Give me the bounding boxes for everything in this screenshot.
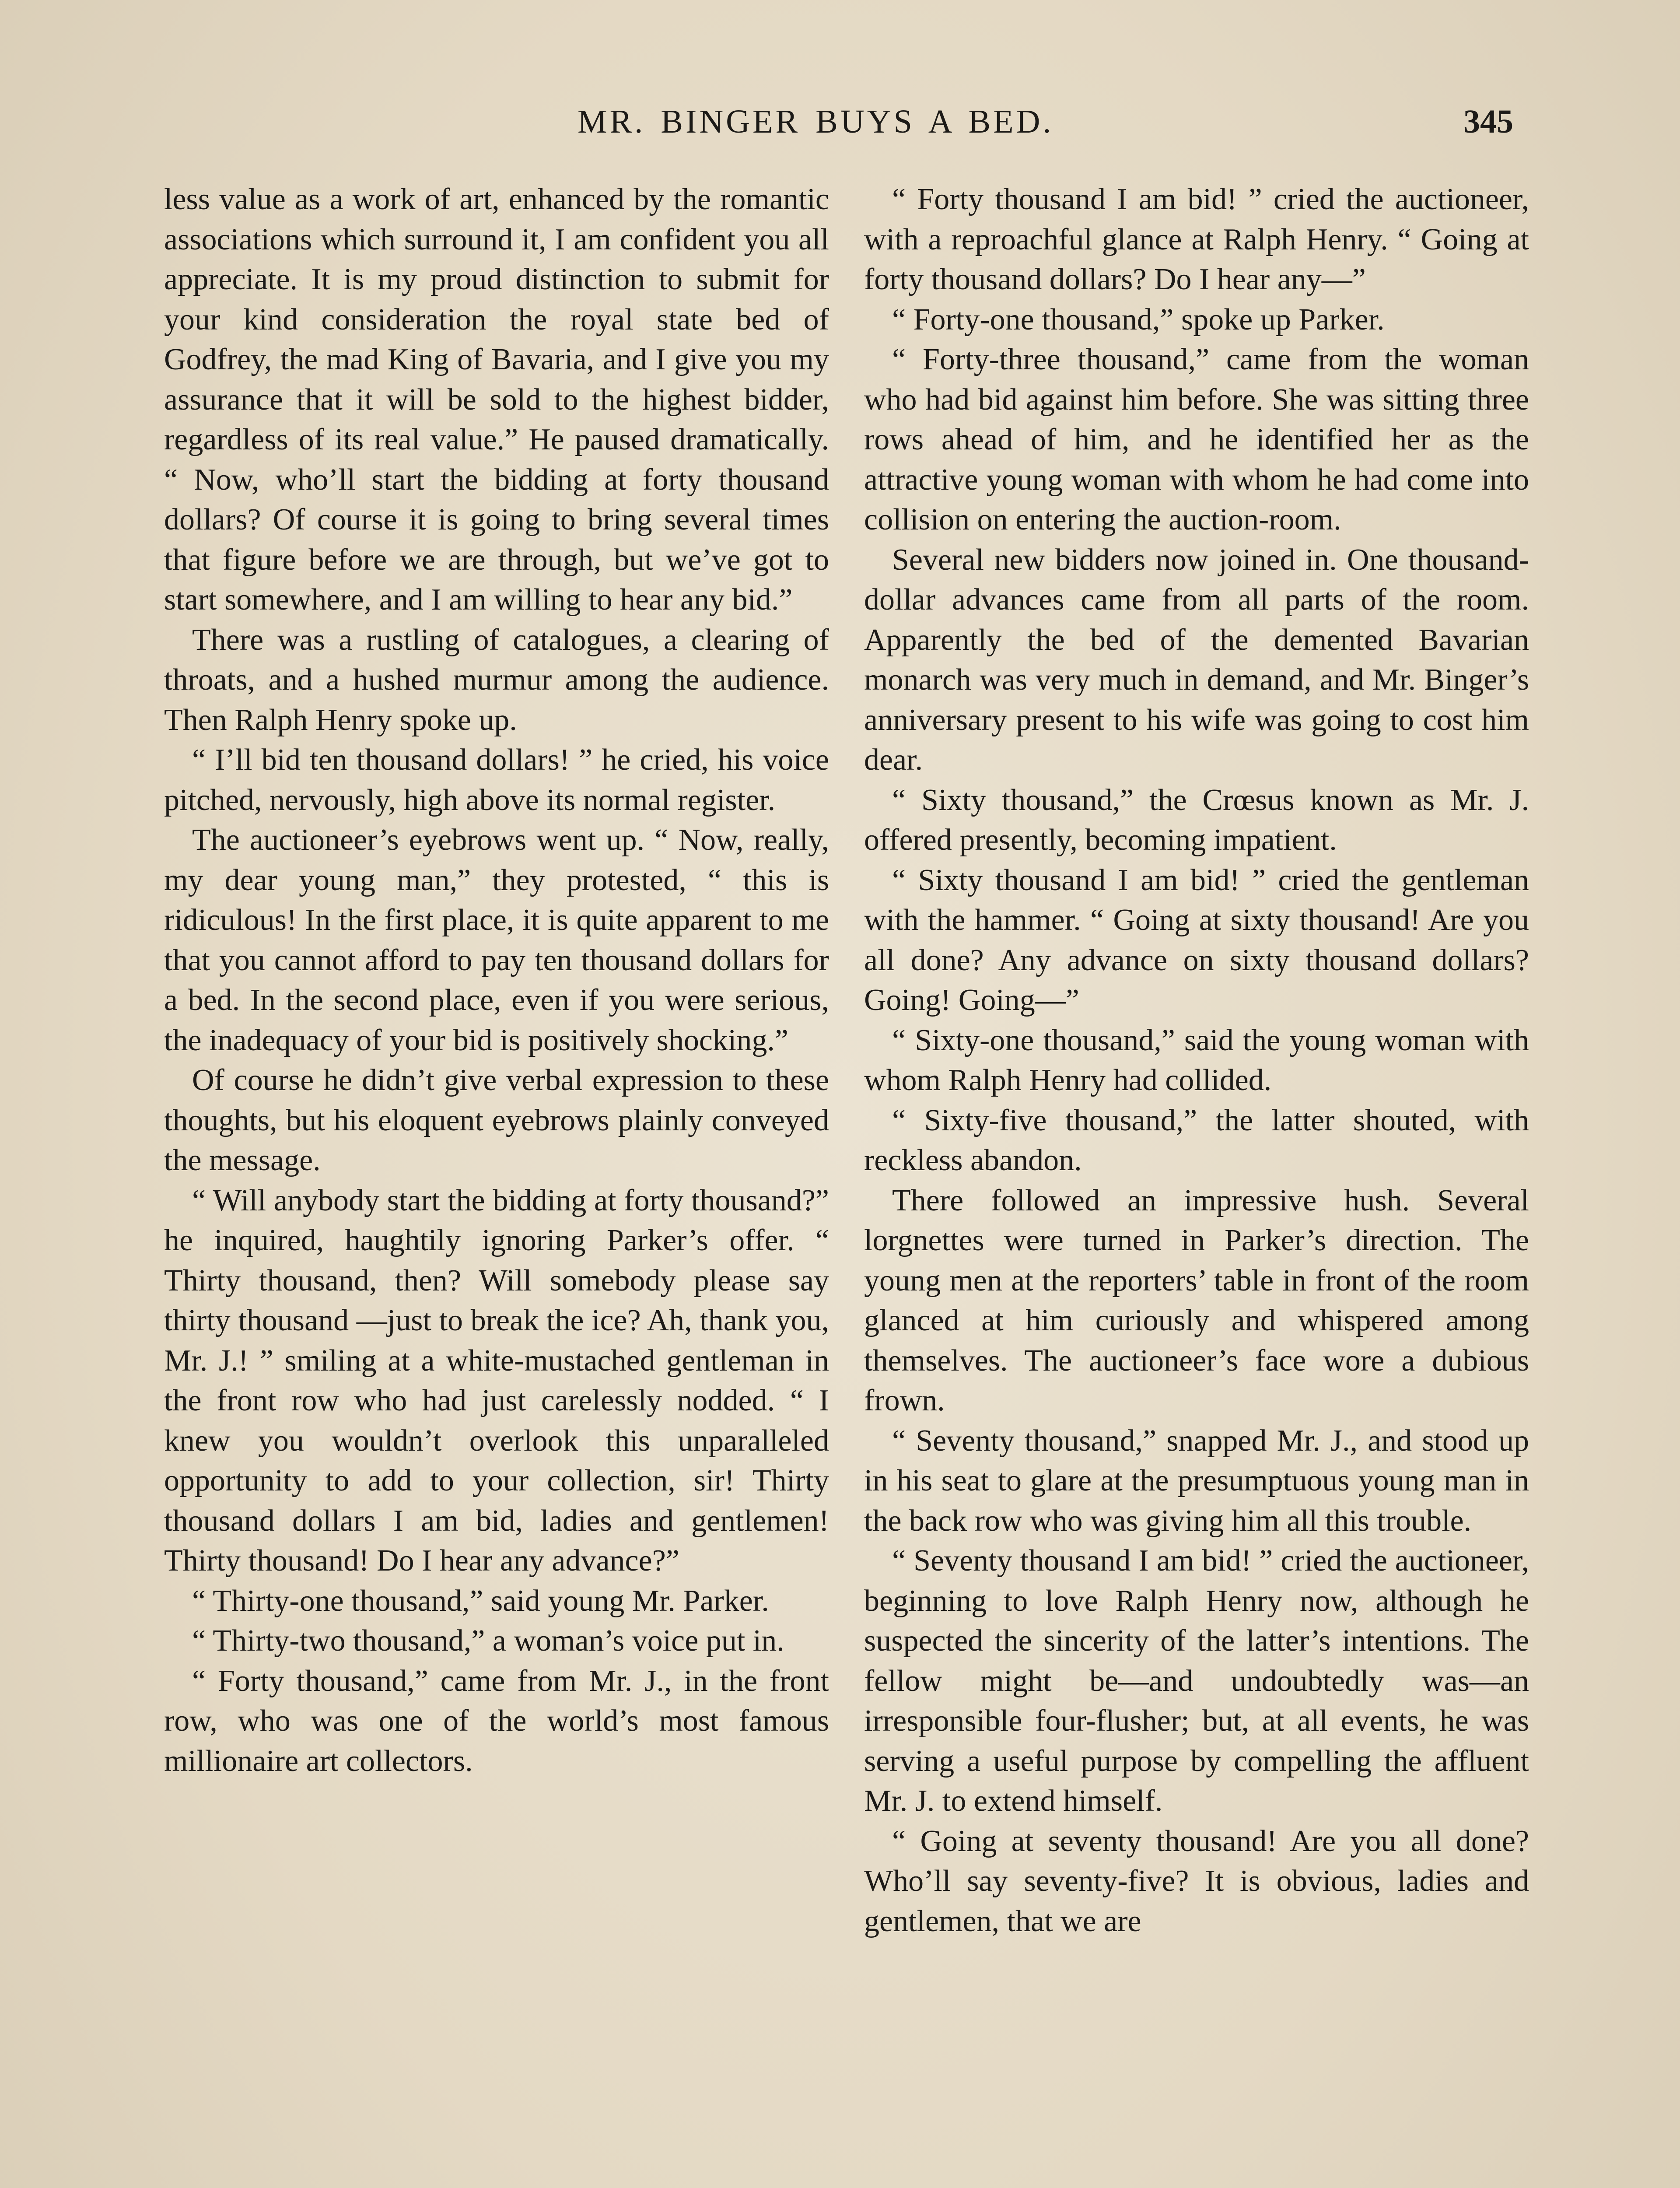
paragraph: There followed an impressive hush. Several lorgnettes were turned in Parker’s direction. The young men at the reporters’ table in front of the room glanced at him curiously and whispered among themselves. The auctioneer’s face wore a dubious frown.	[864, 1183, 1529, 1417]
paragraph: “ Thirty-one thousand,” said young Mr. Parker.	[192, 1584, 769, 1618]
paragraph: “ Going at seventy thousand! Are you all done? Who’ll say seventy-five? It is obvious, ladies and gentlemen, that we are	[864, 1824, 1529, 1938]
paragraph: “ Sixty-one thousand,” said the young woman with whom Ralph Henry had collided.	[864, 1023, 1529, 1097]
paragraph: “ Will anybody start the bidding at forty thousand?” he inquired, haughtily ignoring Parker’s offer. “ Thirty thousand, then? Will somebody please say thirty thousand —just to break the ice? Ah, thank you, Mr. J.! ” smiling at a white-mustached gentleman in the front row who had just carelessly nodded. “ I knew you wouldn’t overlook this unparalleled opportunity to add to your collection, sir! Thirty thousand dollars I am bid, ladies and gentlemen! Thirty thousand! Do I hear any advance?”	[164, 1183, 829, 1578]
left-column	[164, 179, 829, 1781]
paragraph: “ Forty thousand,” came from Mr. J., in the front row, who was one of the world’s most famous millionaire art collectors.	[164, 1664, 829, 1778]
page-number: 345	[1463, 103, 1513, 140]
paragraph: “ Forty-three thousand,” came from the woman who had bid against him before. She was sitting three rows ahead of him, and he identified her as the attractive young woman with whom he had come into collision on entering the auction-room.	[864, 343, 1529, 536]
paragraph: “ Forty-one thousand,” spoke up Parker.	[892, 302, 1385, 337]
paragraph: “ Sixty thousand,” the Crœsus known as Mr. J. offered presently, becoming impatient.	[864, 783, 1529, 857]
paragraph: “ Thirty-two thousand,” a woman’s voice put in.	[192, 1624, 784, 1658]
paragraph: “ Seventy thousand I am bid! ” cried the auctioneer, beginning to love Ralph Henry now, although he suspected the sincerity of the latter’s intentions. The fellow might be—and undoubtedly was—an irresponsible four-flusher; but, at all events, he was serving a useful purpose by compelling the affluent Mr. J. to extend himself.	[864, 1544, 1529, 1818]
paragraph: Of course he didn’t give verbal expression to these thoughts, but his eloquent eyebrows plainly conveyed the message.	[164, 1063, 829, 1177]
paragraph: “ Seventy thousand,” snapped Mr. J., and stood up in his seat to glare at the presumptuous young man in the back row who was giving him all this trouble.	[864, 1424, 1529, 1538]
running-title: MR. BINGER BUYS A BED.	[578, 103, 1054, 140]
paragraph: The auctioneer’s eyebrows went up. “ Now, really, my dear young man,” they protested, “ this is ridiculous! In the first place, it is quite apparent to me that you cannot afford to pay ten thousand dollars for a bed. In the second place, even if you were serious, the inadequacy of your bid is positively shocking.”	[164, 823, 829, 1057]
page-header	[0, 103, 1680, 155]
paragraph: “ Forty thousand I am bid! ” cried the auctioneer, with a reproachful glance at Ralph Henry. “ Going at forty thousand dollars? Do I hear any—”	[864, 182, 1529, 296]
paragraph: “ Sixty thousand I am bid! ” cried the gentleman with the hammer. “ Going at sixty thousand! Are you all done? Any advance on sixty thousand dollars? Going! Going—”	[864, 863, 1529, 1017]
paragraph: “ I’ll bid ten thousand dollars! ” he cried, his voice pitched, nervously, high above its normal register.	[164, 743, 829, 817]
right-column	[864, 179, 1529, 1941]
paragraph: Several new bidders now joined in. One thousand-dollar advances came from all parts of the room. Apparently the bed of the demented Bavarian monarch was very much in demand, and Mr. Binger’s anniversary present to his wife was going to cost him dear.	[864, 543, 1529, 777]
paragraph: There was a rustling of catalogues, a clearing of throats, and a hushed murmur among the audience. Then Ralph Henry spoke up.	[164, 623, 829, 737]
paragraph: less value as a work of art, enhanced by the romantic associations which surround it, I am confident you all appreciate. It is my proud distinction to submit for your kind consideration the royal state bed of Godfrey, the mad King of Bavaria, and I give you my assurance that it will be sold to the highest bidder, regardless of its real value.” He paused dramatically. “ Now, who’ll start the bidding at forty thousand dollars? Of course it is going to bring several times that figure before we are through, but we’ve got to start somewhere, and I am willing to hear any bid.”	[164, 182, 829, 617]
paragraph: “ Sixty-five thousand,” the latter shouted, with reckless abandon.	[864, 1103, 1529, 1177]
